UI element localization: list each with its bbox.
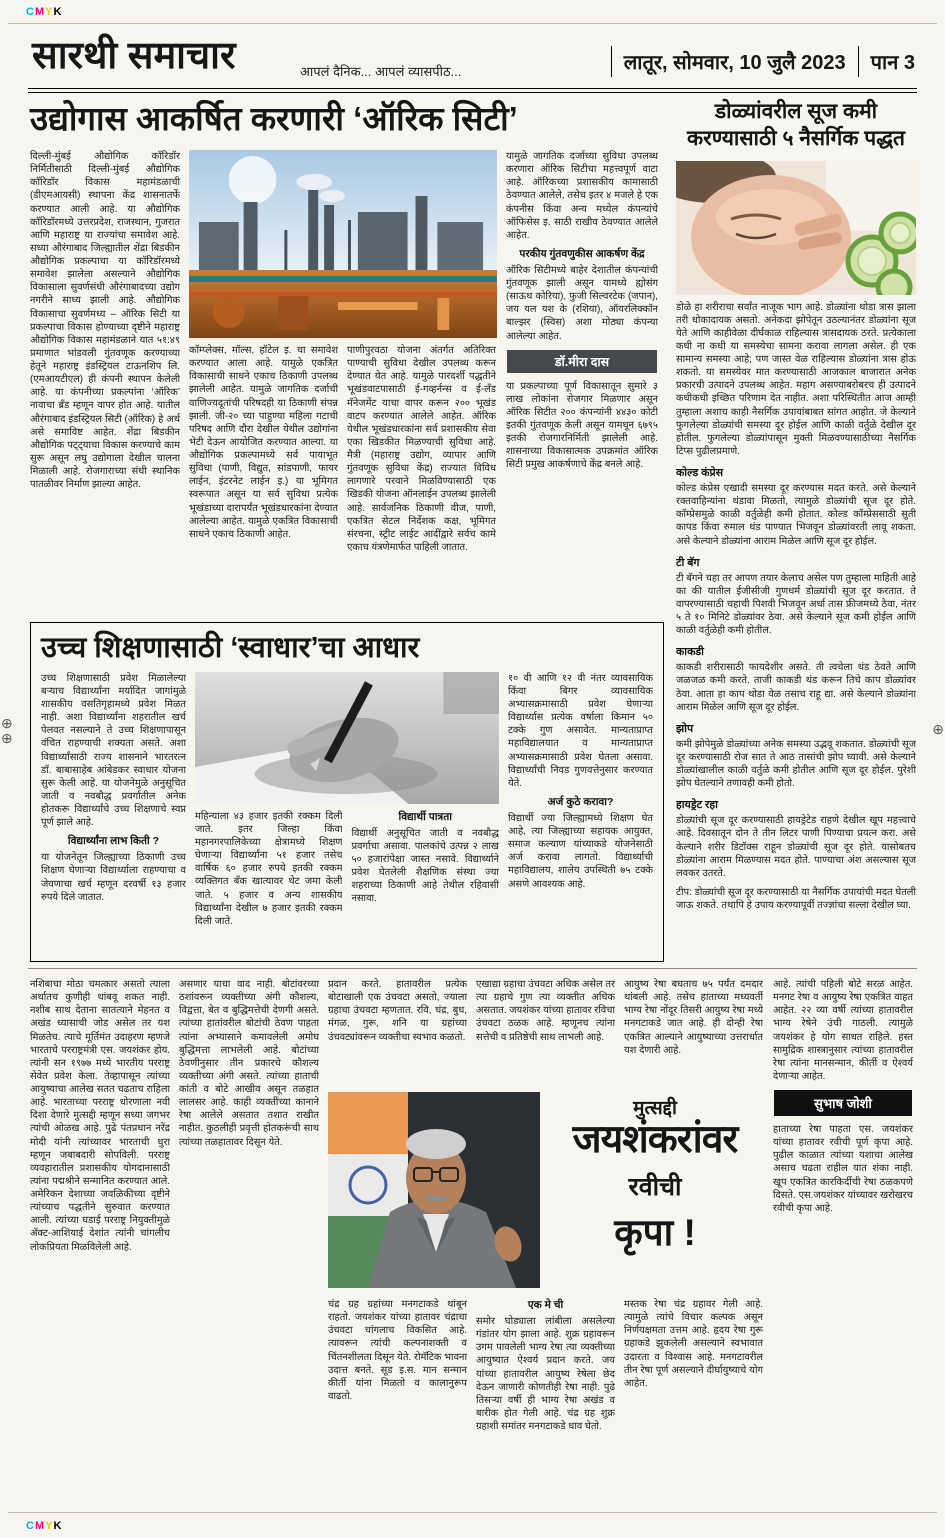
cmyk-marks-top [26, 6, 62, 18]
eyes-sec3-title: काकडी [676, 646, 704, 659]
auric-middle [189, 150, 497, 618]
cmyk-m: M [34, 6, 46, 18]
swadhar-benefit-subhead: विद्यार्थ्यांना लाभ किती ? [67, 835, 160, 848]
eyes-sec3-text: काकडी शरीरासाठी फायदेशीर असते. ती त्वचेला थंड ठेवते आणि जळजळ कमी करते. ताजी काकडी थंड करून तिचे काप डोळ्यांवर ठेवा. आता हा काप थोडा वेळ तसाच राहू द्या. असे केल्याने डोळ्यांना आराम मिळेल आणि सूज दूर होईल. [676, 662, 916, 713]
auric-col4-text-a: यामुळे जागतिक दर्जाच्या सुविधा उपलब्ध करणारा ऑरिक सिटीचा महत्त्वपूर्ण वाटा आहे. ऑरिकच्या प्रशासकीय कामासाठी ठेवण्यात आलेले, तसेच इतर ४ मजले हे एक कंपनीस किंवा अन्य मध्येल कंपन्यांचे ऑफिसेस इ. साठी राखीव ठेवण्यात आलेले आहेत. [506, 151, 658, 241]
swadhar-col2: महिन्याला ४३ हजार इतकी रक्कम दिली जाते. इतर जिल्हा किंवा महानगरपालिकेच्या क्षेत्रामध्ये शिक्षण घेणाऱ्या विद्यार्थ्यांना ५१ हजार तसेच वार्षिक ६० हजार रुपये इतकी रक्कम व्यक्तिगत बँक खात्यावर थेट जमा केली जाते. ५ हजार व अन्य शासकीय विद्यार्थ्यांना देखील ७ हजार इतकी रक्कम दिली जाते. [195, 810, 343, 927]
eyes-intro: डोळे हा शरीराचा सर्वांत नाजूक भाग आहे. डोळ्यांना थोडा त्रास झाला तरी धोकादायक असतो. अनेकदा झोपेतून उठल्यानंतर डोळ्यांना सूज येते आणि काहीवेळा दीर्घकाळ राहिल्यास त्रासदायक ठरते. प्रत्येकाला कधी ना कधी या समस्येचा सामना करावा लागला असेल. ही एक सामान्य समस्या आहे; पण जास्त वेळ राहिल्यास डोळ्यांना त्रास होऊ शकतो. या समस्येवर मात करण्यासाठी आजकाल बाजारात अनेक प्रकारची उत्पादने उपलब्ध आहेत. महाग असण्याबरोबरच ही उत्पादने कधीकधी इच्छित परिणाम देत नाहीत. अशा परिस्थितीत आज आम्ही तुम्हाला अशाच काही नैसर्गिक उपायांबाबत सांगत आहोत. जे केल्याने फुगलेल्या डोळ्यांची समस्या दूर होईल आणि काळी वर्तुळे देखील दूर होतील. फुगलेल्या डोळ्यांपासून मुक्ती मिळवण्यासाठीच्या नैसर्गिक टिप्स पुढीलप्रमाणे. [676, 301, 916, 457]
jaishankar-article [30, 978, 916, 1508]
swadhar-middle [195, 672, 499, 948]
jaish-col6-text-a: आहे. त्यांची पहिली बोटे सरळ आहेत. मनगट रेषा व आयुष्य रेषा एकत्रित वाहत आहेत. २२ व्या वर्षी त्यांच्या हातावरील भाग्य रेषेने उंची गाठली. त्यामुळे जयशंकर हे योग साधत राहिले. हस्त सामुद्रिक शास्त्रानुसार त्यांच्या हातावरील रेषा त्यांना मानसन्मान, कीर्ती व ऐश्वर्य देणाऱ्या आहेत. [773, 979, 913, 1082]
paper-name: सारथी समाचार [32, 35, 236, 77]
jaish-headline-2: रवीची [628, 1172, 682, 1201]
swadhar-col3 [351, 810, 498, 946]
cmyk-c: C [26, 6, 35, 18]
jaish-col3-bottom: चंद्र ग्रह ग्रहांच्या मनगटाकडे थांबून राहतो. जयशंकर यांच्या हातावर चंद्राचा उंचवटा चांगलाच विकसित आहे. त्यावरून त्यांची कल्पनाशक्ती व चिंतनशीलता दिसून येते. रोमॅटिक भावना उदात्त बनते. सूड इ.स. मान सन्मान कीर्ती यांना मिळतो व कालानुरूप वाढतो. [328, 1299, 467, 1402]
swadhar-col3-text: विद्यार्थी अनुसूचित जाती व नवबौद्ध प्रवर्गाचा असावा. पालकांचे उत्पन्न २ लाख ५० हजारांपेक्षा जास्त नसावे. विद्यार्थ्याने प्रवेश घेतलेली शैक्षणिक संस्था ज्या शहराच्या ठिकाणी आहे तेथील रहिवासी नसावा. [351, 827, 499, 905]
jaish-middle [328, 978, 764, 1508]
jaish-col3-top: प्रदान करते. हातावरील प्रत्येक बोटाखाली एक उंचवटा असतो, ज्याला ग्रहाचा उंचवटा म्हणतात. रवि, चंद्र, बुध, मंगळ, गुरू, शनि या ग्रहांच्या उंचवट्यांवरून व्यक्तीचा स्वभाव कळतो. [328, 979, 467, 1043]
jaish-headline-block [548, 1092, 762, 1292]
auric-col1: दिल्ली-मुंबई औद्योगिक कॉरिडॉर निर्मितीसाठी दिल्ली-मुंबई औद्योगिक कॉरिडॉर विकास महामंडळाची (डीएमआयसी) स्थापना केंद्र शासनातर्फे करण्यात आली आहे. या औद्योगिक कॉरिडॉरमध्ये उत्तरप्रदेश, राजस्थान, गुजरात आणि महाराष्ट्र या राज्यांचा समावेश आहे. सध्या औरंगाबाद जिल्ह्यातील शेंद्रा बिडकीन औद्योगिक प्रकल्पाचा या कॉरिडॉरमध्ये समावेश झालेला असल्याने औद्योगिक विकासाला सुवर्णसंधी औरंगाबादच्या उद्योग नगरीने साध्य झाली आहे. औद्योगिक विकासाचा सुवर्णमध्य – ऑरिक सिटी या प्रकल्पाचा विकास होण्याच्या दृष्टीने महाराष्ट्र औद्योगिक विकास महामंडळाने यात ५१:४९ प्रमाणात भांडवली गुंतवणूक करण्याच्या हेतूने महाराष्ट्र इंडस्ट्रियल टाऊनशिप लि. (एमआयटीएल) ही कंपनी स्थापन केलेली आहे. या कंपनीच्या प्रकल्पांना ‘ऑरिक’ नावाचा ब्रँड म्हणून वापर होत आहे. यातील औरंगाबाद इंडस्ट्रियल सिटी (ऑरिक) हे अर्थ असे समाविष्ट आहेत. शेंद्रा बिडकीन औद्योगिक पट्ट्याचा विकास करण्याचे काम सुरू असून लघु उद्योगाला देखील चालना मिळाली आहे. रोजगाराच्या संधी स्थानिक पातळीवर निर्माण झाल्या आहेत. [30, 151, 180, 491]
swadhar-col4-text-a: १० वी आणि १२ वी नंतर व्यावसायिक किंवा बिगर व्यावसायिक अभ्यासक्रमासाठी प्रवेश घेणाऱ्या विद्यार्थ्यास प्रत्येक वर्षाला किमान ५० टक्के गुण असावेत. मान्यताप्राप्त महाविद्यालयात व मान्यताप्राप्त अभ्यासक्रमासाठी प्रवेश घेतला असावा. विद्यार्थ्यांची निवड गुणवत्तेनुसार करण्यात येते. [507, 672, 653, 789]
writing-hand-photo [195, 672, 499, 804]
cmyk-k-bottom: K [53, 1520, 63, 1532]
section-divider-rule [28, 968, 917, 969]
page-number: पान 3 [858, 46, 915, 77]
cmyk-c-bottom: C [26, 1520, 35, 1532]
swadhar-article [30, 622, 664, 962]
eye-treatment-photo [676, 161, 916, 295]
jaishankar-photo [328, 1092, 540, 1288]
auric-article [30, 150, 668, 618]
jaish-col4-bottom [476, 1298, 615, 1506]
eyes-sec2-text: टी बॅगने चहा तर आपण तयार केलाच असेल पण तुम्हाला माहिती आहे का की यातील ईजीसीजी गुणधर्म डोळ्यांची सूज दूर करतात. ते वापरण्यासाठी चहाची पिशवी भिजवून अर्धा तास फ्रीजमध्ये ठेवा, नंतर ५ ते १० मिनिटे डोळ्यांवर ठेवा. असे केल्याने सूज कमी होईल आणि काळी वर्तुळेही कमी होतील. [676, 572, 916, 637]
swadhar-col1 [41, 672, 186, 948]
jaish-col6 [773, 978, 913, 1508]
masthead-title [32, 28, 236, 80]
auric-subhead: परकीय गुंतवणुकीस आकर्षण केंद्र [519, 247, 645, 260]
masthead-dateline [611, 46, 915, 77]
swadhar-apply-subhead: अर्ज कुठे करावा? [547, 795, 614, 808]
swadhar-col1-text-b: या योजनेतून जिल्ह्याच्या ठिकाणी उच्च शिक्षण घेणाऱ्या विद्यार्थ्याला राहण्याचा व जेवणाचा खर्च म्हणून दरवर्षी १३ हजार रुपये दिले जातात. [41, 852, 187, 903]
registration-mark-left: ⊕ ⊕ [1, 715, 13, 747]
eyes-tip: टीप: डोळ्यांची सूज दूर करण्यासाठी या नैसर्गिक उपायांची मदत घेतली जाऊ शकते. तथापि हे उपाय करण्यापूर्वी तज्ज्ञांचा सल्ला देखील घ्या. [676, 886, 916, 912]
auric-col4 [506, 150, 658, 618]
bottom-hairline [8, 1512, 937, 1513]
cmyk-k: K [53, 6, 63, 18]
swadhar-col4 [508, 672, 653, 948]
auric-byline-box: डॉ.मीरा दास [507, 350, 657, 373]
jaish-col1: नशिबाचा मोठा चमत्कार असतो त्याला अर्थातच कुणीही थांबवू शकत नाही. नशीब साथ देताना सातत्याने मेहनत व अखंड ध्यासाची जोड असेल तर यश मिळतेच. त्याचे मूर्तिमंत उदाहरण म्हणजे भारताचे परराष्ट्रमंत्री एस. जयशंकर होय. त्यांनी सन १९७७ मध्ये भारतीय परराष्ट्र सेवेत प्रवेश केला. तेव्हापासून त्यांच्या आयुष्याचा आलेख सतत चढताच राहिला आहे. भारताच्या परराष्ट्र धोरणाला नवी दिशा देणारे मुत्सद्दी म्हणून सध्या जगभर त्यांची ओळख आहे. पुढे पंतप्रधान नरेंद्र मोदी यांनी त्यांच्यावर भारताची धुरा म्हणून जबाबदारी सोपविली. परराष्ट्र व्यवहारातील प्रशासकीय योगदानासाठी त्यांना पद्मश्रीने सन्मानित करण्यात आले. अमेरिकन देशाच्या जवळिकीच्या दृष्टीने त्यांच्याच पद्धतीने सुरुवात करण्यात आली. त्यांच्या घडाई परराष्ट्र नियुक्तीमुळे ॲक्ट-आशियाई देशांत त्यांनी चांगलीच लोकप्रियता मिळविलेली आहे. [30, 979, 170, 1253]
jaish-col4-top: एखाद्या ग्रहाचा उंचवटा अधिक असेल तर त्या ग्रहाचे गुण त्या व्यक्तीत अधिक असतात. जयशंकर यांच्या हातावर रविचा उंचवटा ठळक आहे. म्हणूनच त्यांना सत्तेची व प्रतिष्ठेची साथ लाभली आहे. [476, 979, 615, 1043]
jaish-col5-bottom: मस्तक रेषा चंद्र ग्रहावर गेली आहे. त्यामुळे त्यांचे विचार कल्पक असून निर्णयक्षमता उत्तम आहे. हृदय रेषा गुरू ग्रहाकडे झुकलेली असल्याने स्वभावात उदारता व विश्वास आहे. मनगटावरील तीन रेषा पूर्ण असल्याने दीर्घायुष्याचे योग आहेत. [624, 1299, 763, 1389]
auric-col4-text-c: या प्रकल्पाच्या पूर्ण विकासातून सुमारे ३ लाख लोकांना रोजगार मिळणार असून ऑरिक सिटीत २०० कंपन्यांनी ४४३० कोटी इतकी गुंतवणूक केली असून यामधून ६७९५ इतकी रोजगारनिर्मिती झालेली आहे. शासनाच्या विकासात्मक उपक्रमांत ऑरिक सिटी प्रमुख आकर्षणाचे केंद्र बनले आहे. [506, 380, 658, 471]
auric-city-photo [189, 150, 497, 338]
jaish-headline: जयशंकरांवर [572, 1118, 738, 1161]
jaish-photo-headline-row [328, 1092, 764, 1292]
jaish-kicker: मुत्सद्दी [633, 1098, 677, 1119]
swadhar-col1-text: उच्च शिक्षणासाठी प्रवेश मिळालेल्या बऱ्याच विद्यार्थ्यांना मर्यादित जागांमुळे शासकीय वसतिगृहामध्ये प्रवेश मिळत नाही. अशा विद्यार्थ्यांना शहरातील खर्च पेलवत नसल्याने ते उच्च शिक्षणापासून वंचित राहण्याची शक्यता असते. अशा विद्यार्थ्यांसाठी राज्य शासनाने भारतरत्न डॉ. बाबासाहेब आंबेडकर स्वाधार योजना सुरू केली आहे. या योजनेमुळे अनुसूचित जाती व नवबौद्ध प्रवर्गातील अनेक होतकरू विद्यार्थ्यांचे उच्च शिक्षणाचे स्वप्न पूर्ण झाले आहे. [41, 672, 187, 829]
auric-col2: कॉम्प्लेक्स, मॉल्स, हॉटेल इ. चा समावेश करण्यात आला आहे. यामुळे एकत्रित विकासाची साधने एकाच ठिकाणी उपलब्ध झालेली आहेत. यामुळे जागतिक दर्जाची वाणिज्यदूतांची परिषदही या ठिकाणी संपन्न झाली. जी-२० च्या पाहुण्या महिला गटाची परिषद आणि दौरा देखील येथील उद्योगांना भेटी देऊन आयोजित करण्यात आल्या. या औद्योगिक प्रकल्पामध्ये सर्व पायाभूत सुविधा (पाणी, विद्युत, सांडपाणी, फायर लाईन, इंटरनेट लाईन इ.) या भूमिगत स्वरूपात असून या सर्व सुविधा प्रत्येक भूखंडाच्या दारापर्यंत भूखंडधारकांना देण्यात आलेल्या आहेत. यामुळे एकत्रित विकासाची साधने एकाच ठिकाणी आहेत. [189, 345, 338, 540]
eyes-headline: डोळ्यांवरील सूज कमी करण्यासाठी ५ नैसर्गिक पद्धत [687, 100, 905, 151]
cmyk-marks-bottom [26, 1520, 62, 1532]
cmyk-y-bottom: Y [45, 1520, 54, 1532]
jaish-byline-box: सुभाष जोशी [774, 1090, 912, 1116]
eyes-article [676, 98, 916, 960]
eyes-sec4-title: झोप [676, 722, 694, 735]
eyes-sec1-text: कोल्ड कंप्रेस एखादी समस्या दूर करण्यास मदत करते. असे केल्याने रक्तवाहिन्यांना थंडावा मिळतो, त्यामुळे डोळ्यांची सूज दूर होते. कॉम्प्रेसमुळे काळी वर्तुळेही कमी होतात. कोल्ड कॉम्प्रेससाठी सुती कापड किंवा रुमाल थंड पाण्यात भिजवून डोळ्यांवरती लावू शकता. असे केल्याने डोळ्यांना आराम मिळेल आणि सूज दूर होईल. [676, 483, 916, 547]
masthead-tagline: आपलं दैनिक... आपलं व्यासपीठ... [300, 64, 462, 79]
cmyk-m-bottom: M [34, 1520, 46, 1532]
eyes-sec2-title: टी बॅग [676, 556, 700, 569]
jaish-inline-subhead: एक मे ची [527, 1299, 564, 1311]
jaish-col2: असणार याचा वाद नाही. बोटांवरच्या ठशांवरून व्यक्तीच्या अंगी कौशल्य, विद्वत्ता, बेत व बुद्धिमत्तेची देणगी असते. त्यांच्या हातांवरील बोटांची ठेवण पाहता त्यांना अभ्यासाने कमावलेली अमोघ बुद्धिमत्ता लाभलेली आहे. बोटांच्या ठेवणीनुसार तीन प्रकारचे कौशल्य व्यक्तीच्या अंगी असते. त्यांच्या हाताची कांती व बोटे आखीव असून तळहात लालसर आहे. काही व्यक्तींच्या कानाने रेषा आलेले असतात तशात राखीत नाहीत. कुठलीही प्रवृत्ती होतकरूंची साथ त्यांच्या तळहातावर दिसून येते. [179, 979, 319, 1148]
dateline-text: लातूर, सोमवार, 10 जुलै 2023 [611, 46, 858, 77]
masthead-rule-2 [28, 92, 917, 93]
jaish-col5-top: आयुष्य रेषा बघताच ७५ पर्यंत दमदार थांबली आहे. तसेच हाताच्या मध्यवर्ती भाग्य रेषा नोंदूर तिसरी आयुष्य रेषा मध्ये मनगटाकडे जात आहे. ही दोन्ही रेषा एकत्रित आल्याने आयुष्याच्या उत्तरार्धात यश देणारी आहे. [624, 979, 763, 1056]
top-hairline [8, 23, 937, 24]
swadhar-headline: उच्च शिक्षणासाठी ‘स्वाधार’चा आधार [41, 632, 420, 664]
swadhar-col4-text-b: विद्यार्थी ज्या जिल्ह्यामध्ये शिक्षण घेत आहे, त्या जिल्ह्याच्या सहायक आयुक्त, समाज कल्याण यांच्याकडे योजनेसाठी अर्ज करावा लागतो. विद्यार्थ्याची महाविद्यालय, शालेय उपस्थिती ७५ टक्के असणे आवश्यक आहे. [507, 812, 653, 890]
jaish-col6-text-b: हाताच्या रेषा पाहता एस. जयशंकर यांच्या हातावर रवीची पूर्ण कृपा आहे. पुढील काळात त्यांच्या यशाचा आलेख असाच चढता राहील यात शंका नाही. खूप एकत्रित कारकिर्दीची रेषा ठळकपणे दिसते. एस.जयशंकर यांच्यावर खरोखरच रवीची कृपा आहे. [773, 1124, 913, 1214]
auric-col3: पाणीपुरवठा योजना अंतर्गत अतिरिक्त पाण्याची सुविधा देखील उपलब्ध करून देण्यात येत आहे. यामुळे पारदर्शी पद्धतीने भूखंडवाटपासाठी ई-गव्हर्नन्स व ई-लँड मॅनेजमेंट याचा वापर करून २०० भूखंड वाटप करण्यात आलेले आहेत. ऑरिक येथील भूखंडधारकांना सर्व प्रशासकीय सेवा एका खिडकीत मिळण्याची सुविधा आहे. मैत्री (महाराष्ट्र उद्योग, व्यापार आणि गुंतवणूक सुविधा केंद्र) राज्यात विविध लागणारे परवाने मिळविण्यासाठी एक खिडकी योजना ऑनलाईन उपलब्ध झालेली आहे. सार्वजनिक ठिकाणी वीज, पाणी, एकत्रित सेटल निर्देशक कक्ष, भूमिगत संरचना, स्ट्रीट लाईट आदींद्वारे सर्वच कामे एकाच यंत्रणेमार्फत पाहिली जातात. [347, 345, 496, 553]
registration-mark-right: ⊕ [932, 721, 944, 737]
eyes-sec1-title: कोल्ड कंप्रेस [676, 467, 723, 480]
cmyk-y: Y [45, 6, 54, 18]
swadhar-eligibility-subhead: विद्यार्थी पात्रता [398, 810, 452, 823]
eyes-sec5-text: डोळ्यांची सूज दूर करण्यासाठी हायड्रेटेड राहणे देखील खूप महत्त्वाचे आहे. दिवसातून दोन ते तीन लिटर पाणी पिण्याचा प्रयत्न करा. असे केल्याने शरीर डिटॉक्स राहून डोळ्यांची सूज दूर होते. यासोबतच डोळ्यांना आराम मिळण्यास मदत होते. पाण्याचा अंश असल्यास सूज लवकर उतरते. [676, 815, 916, 879]
jaish-headline-3: कृपा ! [614, 1211, 696, 1253]
auric-headline: उद्योगास आकर्षित करणारी ‘ऑरिक सिटी’ [30, 100, 518, 137]
jaish-col4-bottom-text: समोर घोड्याला लांबीला असलेल्या गंडांतर योग झाला आहे. शुक्र ग्रहावरून उगम पावलेली भाग्य रेषा त्या व्यक्तीच्या आयुष्यात ऐश्वर्य प्रदान करते. जय यांच्या हातावरील आयुष्य रेषेला छेद देऊन जाणारी कोणतीही रेषा नाही. पुढे तिसऱ्या वर्षी ही भाग्य रेषा अखंड व बारीक होत गेली आहे. चंद्र ग्रह शुक्र ग्रहाशी समांतर मनगटाकडे धाव घेतो. [476, 1316, 615, 1432]
eyes-sec5-title: हायड्रेट रहा [676, 799, 718, 812]
masthead-rule-1 [28, 88, 917, 89]
eyes-sec4-text: कमी झोपेमुळे डोळ्यांच्या अनेक समस्या उद्भवू शकतात. डोळ्यांची सूज दूर करण्यासाठी रोज सात ते आठ तासांची झोप घ्यावी. असे केल्याने डोळ्यांखालील काळी वर्तुळे कमी होतील आणि सूज दूर होईल. पुरेशी झोप घेतल्याने तणावही कमी होतो. [676, 738, 916, 790]
auric-col4-text-b: ऑरिक सिटीमध्ये बाहेर देशातील कंपन्यांची गुंतवणूक झाली असून यामध्ये ह्योसंग (साऊथ कोरिया), फुजी सिल्वरटेक (जपान), जय यल यश के (रशिया), ऑयरलिक्कॉन बाल्झर (स्विस) अशा मोठ्या कंपन्या आलेल्या आहेत. [506, 264, 658, 342]
